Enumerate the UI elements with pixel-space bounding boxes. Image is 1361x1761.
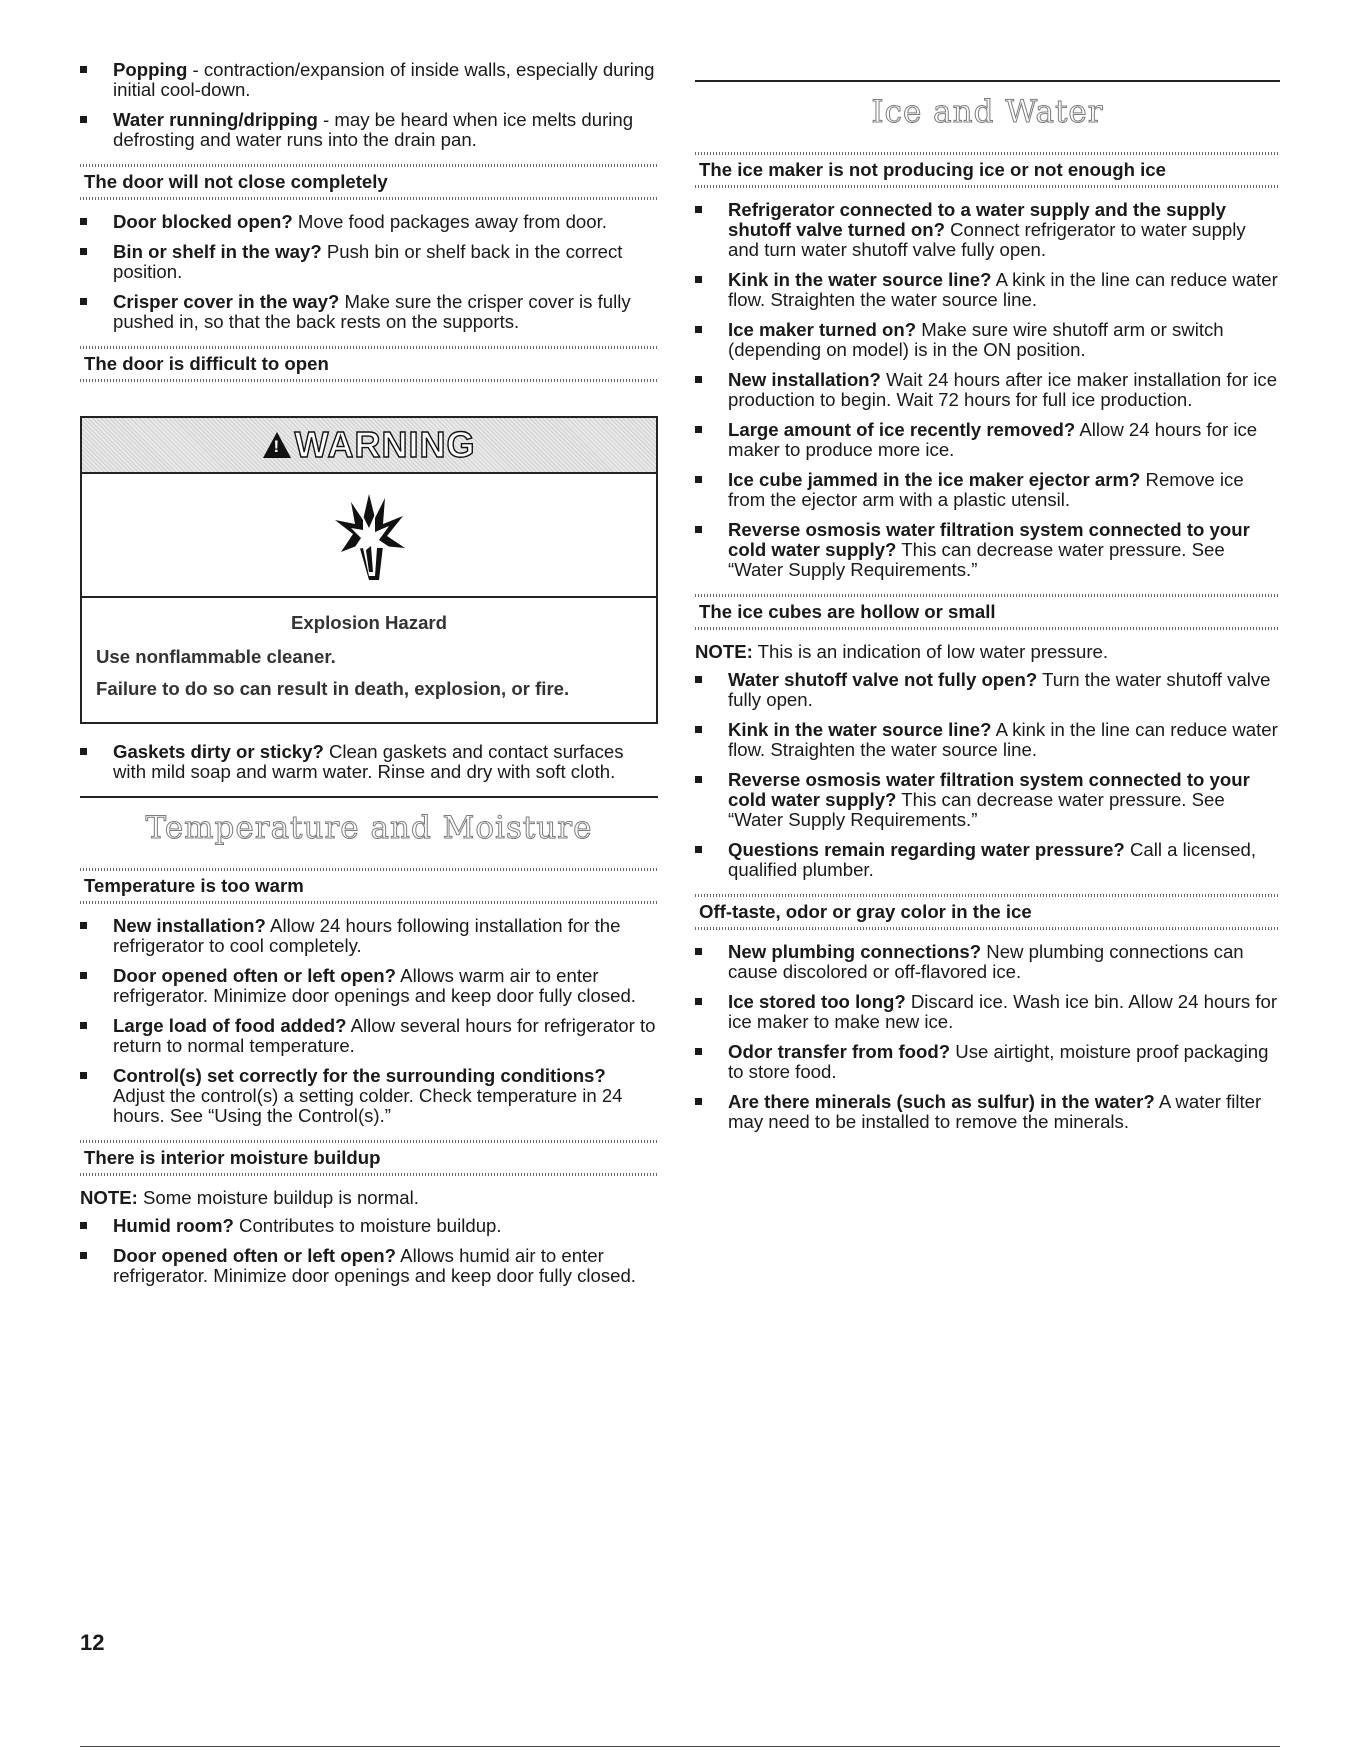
bullet-icon [80,748,87,755]
explosion-icon [329,490,409,580]
problem-title: The ice maker is not producing ice or not enough ice [699,159,1166,180]
intro-list [80,60,658,150]
section-title: Temperature and Moisture [145,810,593,846]
bullet-icon [695,426,702,433]
problem-title: The door is difficult to open [84,353,329,374]
list-item: Door blocked open? Move food packages away from door. [80,212,658,232]
problem-title: Off-taste, odor or gray color in the ice [699,901,1032,922]
list-item: New plumbing connections? New plumbing connections can cause discolored or off-flavored ice. [695,942,1280,982]
bullet-icon [80,922,87,929]
list-item: Ice maker turned on? Make sure wire shutoff arm or switch (depending on model) is in the ON position. [695,320,1280,360]
list-item: Door opened often or left open? Allows warm air to enter refrigerator. Minimize door openings and keep door fully closed. [80,966,658,1006]
warning-icon-box [82,474,656,598]
list-item: Large amount of ice recently removed? Allow 24 hours for ice maker to produce more ice. [695,420,1280,460]
bullet-icon [695,1098,702,1105]
warning-header [82,418,656,474]
list-item: Questions remain regarding water pressure? Call a licensed, qualified plumber. [695,840,1280,880]
too-warm-list [80,916,658,1126]
moisture-list [80,1216,658,1286]
hazard-consequence: Failure to do so can result in death, explosion, or fire. [96,678,570,699]
problem-heading [695,894,1280,930]
list-item: Reverse osmosis water filtration system connected to your cold water supply? This can decrease water pressure. See “Water Supply Requirements.” [695,520,1280,580]
bullet-icon [695,998,702,1005]
problem-heading [80,164,658,200]
problem-title: Temperature is too warm [84,875,304,896]
problem-heading [80,868,658,904]
problem-title: There is interior moisture buildup [84,1147,381,1168]
list-item: Ice stored too long? Discard ice. Wash ice bin. Allow 24 hours for ice maker to make new ice. [695,992,1280,1032]
list-item: Humid room? Contributes to moisture buildup. [80,1216,658,1236]
bullet-icon [80,1022,87,1029]
list-item: Door opened often or left open? Allows humid air to enter refrigerator. Minimize door openings and keep door fully closed. [80,1246,658,1286]
bullet-icon [695,276,702,283]
section-heading [695,80,1280,138]
problem-title: The door will not close completely [84,171,388,192]
problem-heading [695,152,1280,188]
warning-box [80,416,658,724]
list-item: Large load of food added? Allow several hours for refrigerator to return to normal temperature. [80,1016,658,1056]
list-item: New installation? Allow 24 hours following installation for the refrigerator to cool completely. [80,916,658,956]
list-item: Are there minerals (such as sulfur) in the water? A water filter may need to be installed to remove the minerals. [695,1092,1280,1132]
not-producing-list [695,200,1280,580]
door-open-list [80,742,658,782]
problem-heading [80,346,658,382]
bullet-icon [80,1222,87,1229]
bullet-icon [80,248,87,255]
warning-label: WARNING [294,424,476,465]
warning-triangle-icon [263,432,291,458]
list-item: New installation? Wait 24 hours after ice maker installation for ice production to begin. Wait 72 hours for full ice production. [695,370,1280,410]
bullet-icon [695,1048,702,1055]
bullet-icon [695,776,702,783]
hollow-list [695,670,1280,880]
list-item: Popping - contraction/expansion of inside walls, especially during initial cool-down. [80,60,658,100]
list-item: Water running/dripping - may be heard when ice melts during defrosting and water runs into the drain pan. [80,110,658,150]
bullet-icon [80,1072,87,1079]
bullet-icon [695,376,702,383]
bullet-icon [80,298,87,305]
note: NOTE: This is an indication of low water pressure. [695,641,1109,662]
bullet-icon [695,726,702,733]
list-item: Water shutoff valve not fully open? Turn the water shutoff valve fully open. [695,670,1280,710]
taste-list [695,942,1280,1132]
bullet-icon [695,676,702,683]
bullet-icon [695,948,702,955]
bullet-icon [695,846,702,853]
bullet-icon [80,116,87,123]
bullet-icon [695,476,702,483]
bullet-icon [80,66,87,73]
section-title: Ice and Water [871,94,1104,130]
hazard-instruction: Use nonflammable cleaner. [96,646,336,667]
problem-title: The ice cubes are hollow or small [699,601,996,622]
warning-body [82,598,656,722]
note: NOTE: Some moisture buildup is normal. [80,1187,419,1208]
bullet-icon [695,326,702,333]
page-number: 12 [80,1630,105,1655]
list-item: Refrigerator connected to a water supply and the supply shutoff valve turned on? Connect refrigerator to water supply and turn water shutoff valve fully open. [695,200,1280,260]
bullet-icon [80,972,87,979]
list-item: Bin or shelf in the way? Push bin or shelf back in the correct position. [80,242,658,282]
hazard-title: Explosion Hazard [290,612,447,633]
bullet-icon [695,526,702,533]
bullet-icon [695,206,702,213]
bullet-icon [80,218,87,225]
list-item: Odor transfer from food? Use airtight, moisture proof packaging to store food. [695,1042,1280,1082]
footer-rule [80,1746,1280,1747]
left-column [80,60,658,1296]
list-item: Control(s) set correctly for the surrounding conditions? Adjust the control(s) a setting colder. Check temperature in 24 hours. See “Using the Control(s).” [80,1066,658,1126]
list-item: Crisper cover in the way? Make sure the crisper cover is fully pushed in, so that the back rests on the supports. [80,292,658,332]
list-item: Gaskets dirty or sticky? Clean gaskets and contact surfaces with mild soap and warm water. Rinse and dry with soft cloth. [80,742,658,782]
right-column [695,60,1280,1142]
list-item: Kink in the water source line? A kink in the line can reduce water flow. Straighten the water source line. [695,270,1280,310]
list-item: Kink in the water source line? A kink in the line can reduce water flow. Straighten the water source line. [695,720,1280,760]
problem-heading [80,1140,658,1176]
bullet-icon [80,1252,87,1259]
problem-heading [695,594,1280,630]
section-heading [80,796,658,854]
door-close-list [80,212,658,332]
list-item: Ice cube jammed in the ice maker ejector arm? Remove ice from the ejector arm with a plastic utensil. [695,470,1280,510]
list-item: Reverse osmosis water filtration system connected to your cold water supply? This can decrease water pressure. See “Water Supply Requirements.” [695,770,1280,830]
